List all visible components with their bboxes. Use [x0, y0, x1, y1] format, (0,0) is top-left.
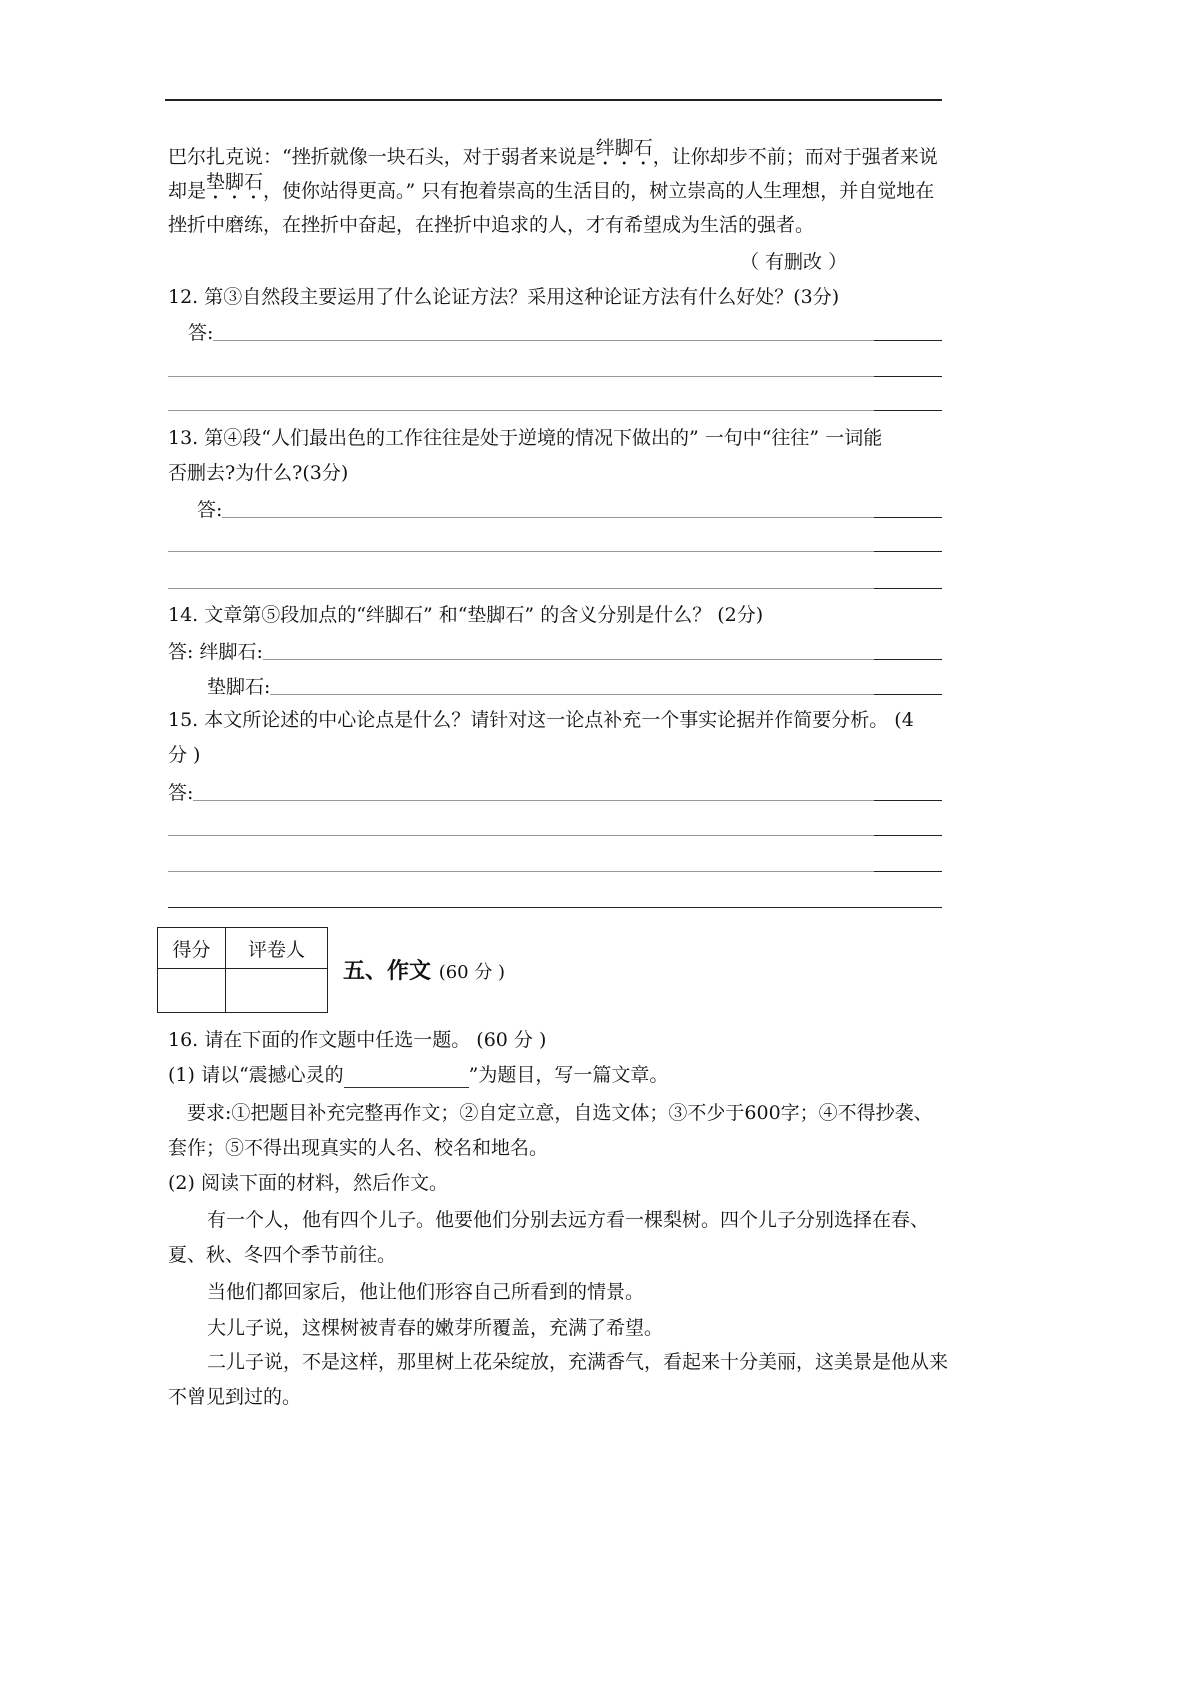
material-line: 大儿子说，这棵树被青春的嫩芽所覆盖，充满了希望。	[207, 1317, 664, 1339]
question-15-line-1: 15. 本文所论述的中心论点是什么？请针对这一论点补充一个事实论据并作简要分析。 (4	[168, 709, 914, 731]
passage-line-1	[168, 137, 942, 170]
text: ，使你站得更高。” 只有抱着崇高的生活目的，树立崇高的人生理想，并自觉地在	[263, 180, 935, 202]
answer-line[interactable]	[168, 376, 942, 377]
question-12: 12. 第③自然段主要运用了什么论证方法？采用这种论证方法有什么好处？(3分)	[168, 286, 840, 308]
grader-cell[interactable]	[226, 969, 328, 1013]
answer-line[interactable]	[168, 835, 942, 836]
title-blank	[344, 1069, 469, 1088]
answer-line[interactable]	[168, 410, 942, 411]
answer-line-q12[interactable]	[188, 320, 942, 346]
score-header: 得分	[158, 928, 226, 969]
text: 却是	[168, 180, 207, 202]
question-13-line-1: 13. 第④段“人们最出色的工作往往是处于逆境的情况下做出的” 一句中“往往” 一词能	[168, 427, 883, 449]
section-heading	[343, 954, 505, 985]
question-13-line-2: 否删去?为什么?(3分)	[168, 462, 349, 484]
answer-label: 答:	[197, 499, 223, 521]
section-title: 五、作文	[343, 959, 432, 984]
text: 巴尔扎克说：“挫折就像一块石头，对于弱者来说是	[168, 146, 596, 168]
essay-option-2: (2) 阅读下面的材料，然后作文。	[168, 1172, 448, 1194]
question-14: 14. 文章第⑤段加点的“绊脚石” 和“垫脚石” 的含义分别是什么？ (2分)	[168, 604, 764, 626]
dotted-word: 绊脚石	[595, 137, 653, 159]
material-line: 二儿子说，不是这样，那里树上花朵绽放，充满香气，看起来十分美丽，这美景是他从来	[207, 1351, 949, 1373]
answer-label: 答: 绊脚石:	[168, 641, 263, 663]
passage-line-2	[168, 171, 942, 204]
answer-line-q13[interactable]	[197, 497, 942, 523]
question-15-line-2: 分 )	[168, 744, 201, 766]
requirements-line-1: 要求:①把题目补充完整再作文；②自定立意，自选文体；③不少于600字；④不得抄袭、	[187, 1102, 933, 1124]
section-points: (60 分 )	[438, 962, 506, 983]
answer-label: 答:	[188, 322, 214, 344]
text: (1) 请以“震撼心灵的	[168, 1064, 344, 1086]
grader-header: 评卷人	[226, 928, 328, 969]
dotted-word: 垫脚石	[206, 171, 264, 193]
text: ”为题目，写一篇文章。	[468, 1064, 669, 1086]
requirements-line-2: 套作；⑤不得出现真实的人名、校名和地名。	[168, 1137, 549, 1159]
score-cell[interactable]	[158, 969, 226, 1013]
answer-line[interactable]	[168, 588, 942, 589]
text: ，让你却步不前；而对于强者来说	[652, 146, 938, 168]
answer-line[interactable]	[168, 871, 942, 872]
answer-line[interactable]	[168, 551, 942, 552]
essay-option-1	[168, 1062, 942, 1088]
answer-line[interactable]	[168, 907, 942, 908]
score-table	[157, 927, 328, 1013]
answer-line-q14-a[interactable]	[168, 639, 942, 665]
answer-line-q14-b[interactable]	[207, 674, 942, 700]
material-line: 不曾见到过的。	[168, 1386, 302, 1408]
header-rule	[165, 99, 942, 101]
source-note: （ 有删改 ）	[740, 251, 848, 273]
material-line: 夏、秋、冬四个季节前往。	[168, 1244, 397, 1266]
material-line: 当他们都回家后，他让他们形容自己所看到的情景。	[207, 1281, 645, 1303]
material-line: 有一个人，他有四个儿子。他要他们分别去远方看一棵梨树。四个儿子分别选择在春、	[207, 1209, 930, 1231]
passage-line-3: 挫折中磨练，在挫折中奋起，在挫折中追求的人，才有希望成为生活的强者。	[168, 214, 815, 236]
question-16: 16. 请在下面的作文题中任选一题。 (60 分 )	[168, 1029, 547, 1051]
answer-label: 垫脚石:	[207, 676, 271, 698]
answer-label: 答:	[168, 782, 194, 804]
answer-line-q15[interactable]	[168, 780, 942, 806]
